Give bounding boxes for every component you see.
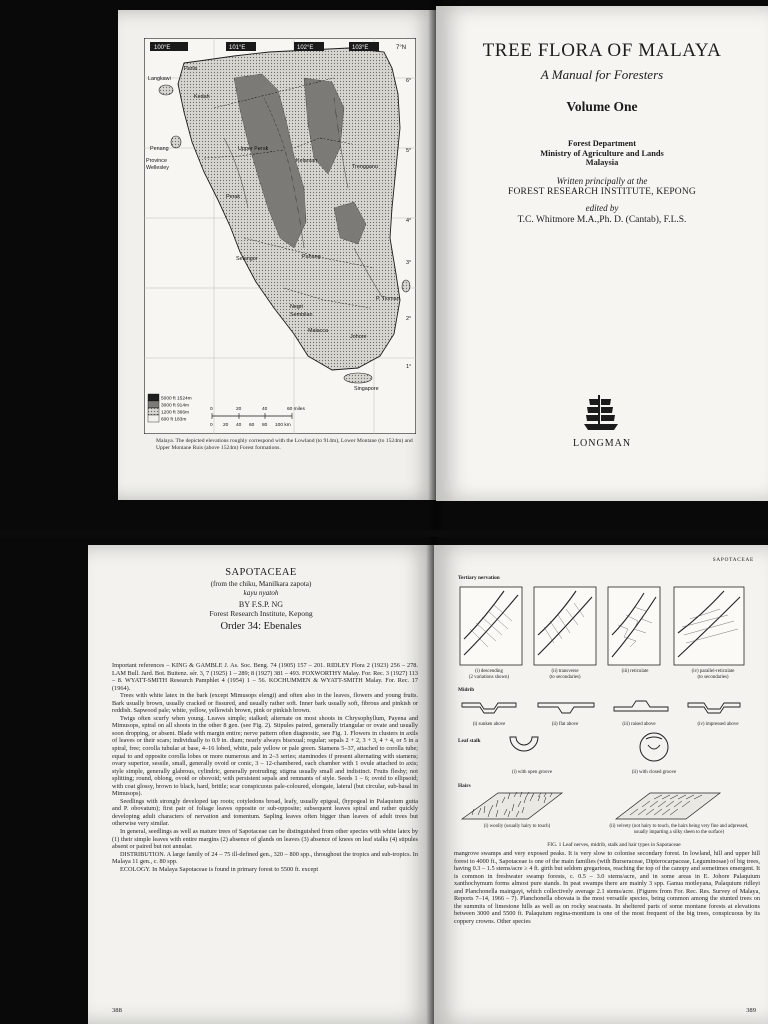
region-label: Trengganu	[352, 164, 378, 170]
scale-label: 20	[223, 423, 229, 428]
written-at: Written principally at the	[556, 176, 648, 186]
hairs-drawings	[458, 791, 748, 821]
lat-label: 5°	[406, 148, 412, 154]
leafstalk-label: Leaf stalk	[458, 738, 481, 744]
penang-island	[171, 136, 181, 148]
publisher: LONGMAN	[572, 438, 632, 449]
scale-label: 60 miles	[287, 407, 305, 412]
country: Malaysia	[585, 158, 619, 168]
region-label: Singapore	[354, 386, 379, 392]
figure-caption: FIG. 1 Leaf nerves, midrib, stalk and hair types in Sapotaceae	[547, 842, 681, 848]
paragraph: Twigs often scurfy when young. Leaves simple; stalked; alternate on most shoots in Chrysophyllum, Payena and Mimusops, spiral on all shoots in the other 8 gen. (see Fig. 2). Stipules paired, generally triangular or ovate and usually soon dropping, or absent. Blade with margin entire; nerve pattern often diagnostic, see Fig. 1. Flowers in clusters in axils of leaves or their scars; individually to 0.9 in. diam; nearly always bisexual; regular; sepals 2 + 2, 3 + 3, 4 + 4, or 5 in a spiral, free; corolla tubular at base, 4–16 lobed, white, pale yellow or pale green. Stamens 5–37, attached to corolla tube; equal to and opposite corolla lobes or more numerous and in 2–3 series; staminodes if present alternating with stamens; ovary superior, sessile, small, generally ovoid or conic, 3 – 12-chambered, each chamber with 1 ovule attached to axis; style simple, generally glabrous, cylindric, generally protruding; stigma usually small and indistinct. Fruits fleshy; not splitting; round, oblong, ovoid or obovoid; with persistent sepals and remnants of style. Seeds 1 – 6; ovoid to ellipsoid; with coat glossy, brown to black, hard, brittle; scar conspicuous pale-coloured, elongate, lateral (but circular, sub-basal in Mimusops).	[112, 714, 418, 798]
map-caption: Malaya. The depicted elevations roughly correspond with the Lowland (to 914m), Lower Montane (to 1524m) and Upper Montane Ruis (above 1524m) Forest formations.	[156, 438, 413, 451]
figure-page	[434, 545, 768, 1024]
family-heading: SAPOTACEAE	[225, 567, 297, 578]
text-page	[88, 545, 434, 1024]
body-text	[112, 662, 418, 873]
lat-label: 3°	[406, 260, 412, 266]
lat-label: 1°	[406, 364, 412, 370]
region-label: Kelantan	[296, 158, 318, 164]
department: Forest Department	[568, 139, 636, 148]
region-label: Sembilan	[290, 312, 313, 318]
leafstalk-type: (ii) with closed groove	[631, 770, 677, 775]
scale-label: 0	[210, 407, 213, 412]
scale-label: 0	[210, 423, 213, 428]
leafstalk-type: (i) with open groove	[511, 770, 553, 775]
region-label: P. Tioman	[376, 296, 400, 302]
midrib-type: (iii) raised above	[622, 722, 656, 727]
institute: FOREST RESEARCH INSTITUTE, KEPONG	[508, 187, 696, 197]
hairs-type: (i) woolly (usually hairy to touch)	[483, 824, 551, 829]
volume-label: Volume One	[566, 99, 638, 114]
lat-label: 2°	[406, 316, 412, 322]
vernacular-name: kayu nyatoh	[243, 589, 279, 597]
scale-label: 80	[262, 423, 268, 428]
tertiary-type: (iv) parallel-reticulate (to secondaries)	[691, 669, 735, 680]
region-label: Province	[146, 158, 167, 164]
region-label: Selangor	[236, 256, 258, 262]
hairs-type: (ii) velvety (not hairy to touch, the hairs being very fine and adpressed, usually imparting a silky sheen to the surface)	[609, 824, 749, 835]
langkawi-island	[159, 85, 173, 95]
midrib-type: (ii) flat above	[551, 722, 579, 727]
tertiary-type: (iii) reticulate	[621, 669, 649, 674]
paragraph: Important references – KING & GAMBLE J. As. Soc. Beng. 74 (1905) 157 – 201. RIDLEY Flora 2 (1923) 256 – 278. LAM Bull. Jard. Bot. Buitenz. sér. 3, 7 (1925) 1 – 289; 8 (1927) 381 – 493. FOXWORTHY Malay. For. Rec. 3 (1927) 113 – 8. WYATT-SMITH Research Pamphlet 4 (1954) 1 – 56. KOCHUMMEN & WYATT-SMITH Malay. For. Rec. 17 (1964).	[112, 662, 418, 692]
region-label: Johore	[350, 334, 367, 340]
lon-label: 100°E	[154, 45, 171, 51]
malaya-map	[144, 38, 416, 434]
region-label: Perlis	[184, 66, 198, 72]
order-heading: Order 34: Ebenales	[220, 621, 302, 632]
ministry: Ministry of Agriculture and Lands	[540, 148, 664, 158]
tertiary-nervation-label: Tertiary nervation	[458, 575, 500, 581]
map-page	[118, 10, 436, 500]
midrib-label: Midrib	[458, 687, 475, 693]
tioman-island	[402, 280, 410, 292]
scale-label: 20	[236, 407, 242, 412]
book-subtitle: A Manual for Foresters	[540, 67, 664, 82]
region-label: Malacca	[308, 328, 329, 334]
longman-ship-logo-icon	[581, 393, 621, 433]
scale-label: 40	[262, 407, 268, 412]
tertiary-nervation-drawings	[458, 585, 748, 667]
region-label: Penang	[150, 146, 169, 152]
midrib-type: (iv) impressed above	[697, 722, 739, 727]
scale-label: 40	[236, 423, 242, 428]
legend-row: 1200 ft 366m	[161, 410, 190, 416]
region-label: Negri	[290, 304, 303, 310]
leafstalk-drawings	[494, 731, 694, 767]
scale-label: 60	[249, 423, 255, 428]
legend-row: 600 ft 183m	[161, 417, 187, 423]
tertiary-type: (i) descending (2 variations shown)	[468, 669, 510, 680]
region-label: Perak	[226, 194, 241, 200]
elevation-legend	[148, 394, 192, 423]
paragraph: Trees with white latex in the bark (except Mimusops elengi) and often also in the leaves, flowers and young fruits. Bark usually brown, usually cracked or fissured, and usually rather soft. Inner bark usually soft, fibrous and pinkish or reddish. Sapwood pale; white, yellow, yellowish brown, pink or pinkish brown.	[112, 692, 418, 715]
title-page	[436, 6, 768, 501]
lat-label: 4°	[406, 218, 412, 224]
region-label: Upper Perak	[238, 146, 269, 152]
author-line: BY F.S.P. NG	[238, 600, 284, 609]
paragraph: Seedlings with strongly developed tap roots; cotyledons broad, leafy, usually epigeal, (hypogeal in Palaquium gutta and P. obovatum); first pair of foliage leaves opposite or sub-opposite; subsequent leaves spiral and rather quickly developing adult characters of nervation and tomentum. Sapling leaves often bigger than leaves of adult trees but otherwise very similar.	[112, 797, 418, 828]
paragraph: In general, seedlings as well as mature trees of Sapotaceae can be distinguished from other species with white latex by (1) their simple leaves with entire margins (2) absence of glands on leaves (3) absence of knees on leaf stalks (4) stipules absent or paired but not annular.	[112, 828, 418, 851]
book-title: TREE FLORA OF MALAYA	[482, 40, 722, 61]
edited-by: edited by	[585, 203, 619, 213]
body-text: mangrove swamps and very exposed peaks. It is very slow to colonise secondary forest. In lowland, hill and upper hill forest to 4000 ft., Sapotaceae is one of the main families (with Burseraceae, Dipterocarpaceae, Leguminosae) of big trees, having 0.3 – 1.5 stems/acre ≥ 4 ft. girth but seldom gregarious, reaching the top of the canopy and sometimes emergent. It is common in freshwater swamp forests, c. 0.5 – 3.0 stems/acre, and in some areas in E. Johore Palaquium xanthochymum forms almost pure stands. In peat swamps there are mainly 3 spp. Ganua motleyana, Palaquium ridleyi and Planchonella maingayi, which collectively average 2.1 stems/acre. (Figures from For. Rec. Res. Survey of Malaya, Reports 7–14, 1966 – 7). Planchonella obovata is the most versatile species, being common among the stunted trees on the summits of limestone hills as well as on rocky seacoasts. In sheltered parts of some montane forests at elevations between 3000 and 5500 ft. Palaquium regina-montium is one of the most frequent of the big trees, conspicuous by its coppery crowns. Other species	[454, 850, 760, 925]
region-label: Kedah	[194, 94, 210, 100]
editor-name: T.C. Whitmore M.A.,Ph. D. (Cantab), F.L.S.	[517, 215, 687, 225]
singapore-island	[344, 373, 372, 383]
page-number: 389	[746, 1007, 756, 1014]
lat-label: 6°	[406, 78, 412, 84]
lon-label: 101°E	[229, 45, 246, 51]
author-institute: Forest Research Institute, Kepong	[209, 609, 313, 618]
region-label: Wellesley	[146, 165, 169, 171]
paragraph: ECOLOGY. In Malaya Sapotaceae is found in primary forest to 5500 ft. except	[120, 865, 319, 873]
tertiary-type: (ii) transverse (to secondaries)	[549, 669, 581, 680]
hairs-label: Hairs	[458, 783, 471, 789]
lon-label: 103°E	[352, 45, 369, 51]
scale-label: 100 km	[275, 423, 291, 428]
midrib-type: (i) sunken above	[472, 722, 506, 727]
region-label: Pahang	[302, 254, 321, 260]
legend-row: 3000 ft 914m	[161, 403, 190, 409]
paragraph: DISTRIBUTION. A large family of 24 – 75 ill-defined gen., 320 – 800 spp., throughout the tropics and sub-tropics. In Malaya 11 gen., c. 80 spp.	[112, 850, 418, 866]
lat-label: 7°N	[396, 45, 407, 51]
midrib-drawings	[458, 697, 748, 717]
page-number: 388	[112, 1007, 122, 1014]
lon-label: 102°E	[297, 45, 314, 51]
region-label: Langkawi	[148, 76, 171, 82]
legend-row: 5000 ft 1524m	[161, 396, 192, 402]
department-block	[436, 139, 768, 168]
running-head: SAPOTACEAE	[712, 557, 754, 563]
family-origin: (from the chiku, Manilkara zapota)	[210, 580, 312, 588]
bottom-spread	[0, 537, 768, 1024]
